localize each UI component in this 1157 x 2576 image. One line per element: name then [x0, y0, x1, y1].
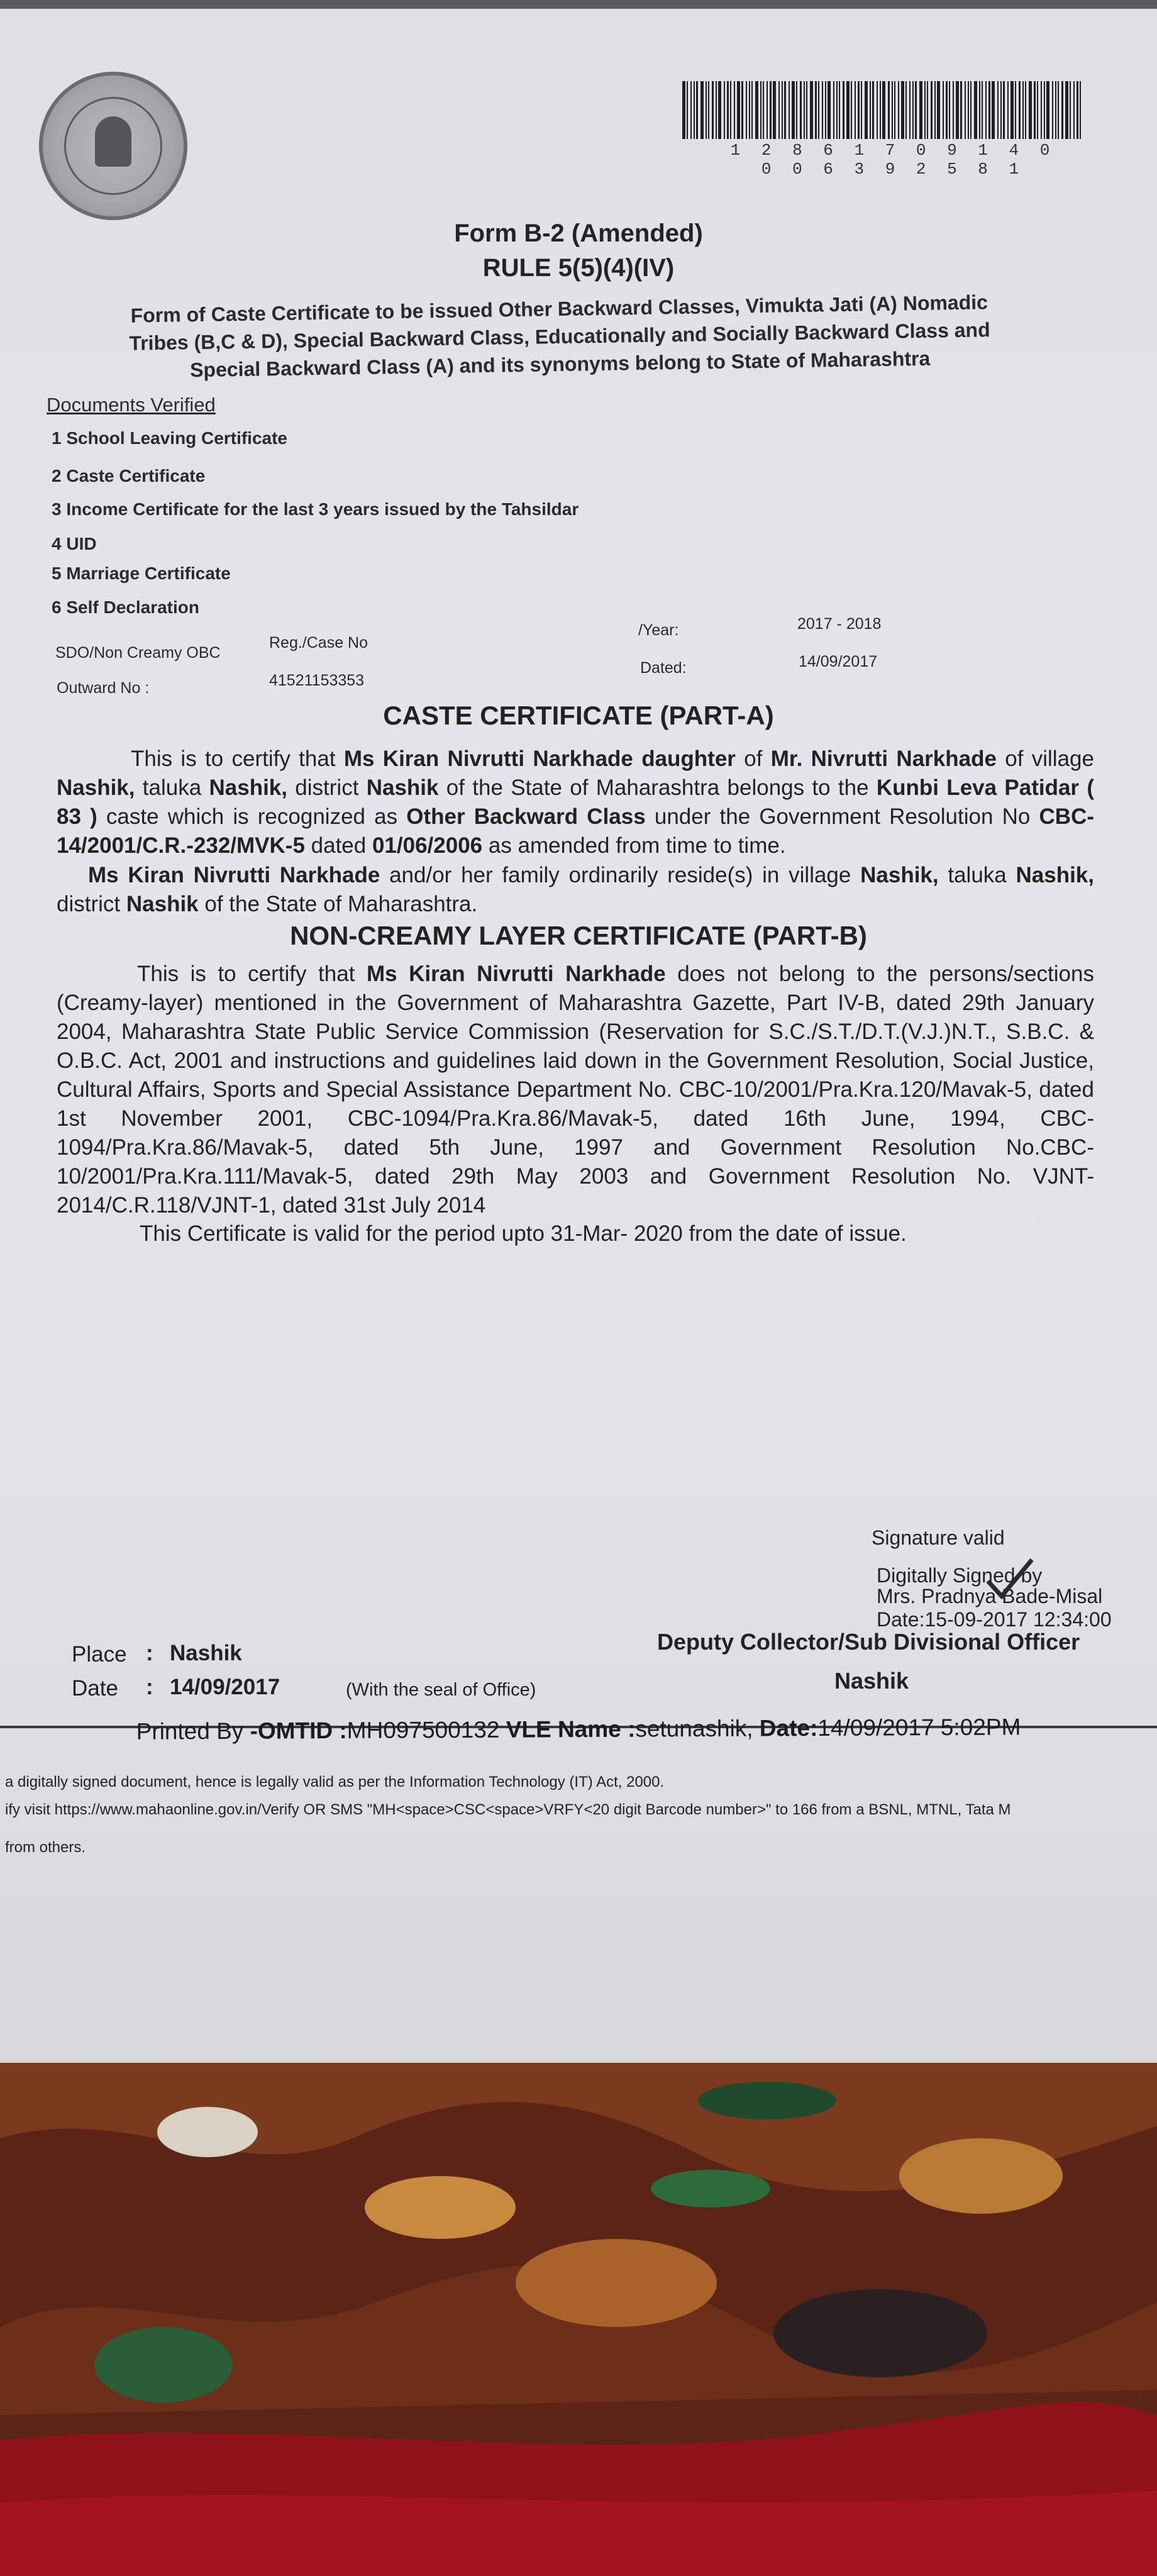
barcode-bar — [727, 81, 729, 139]
barcode-bar — [894, 81, 895, 139]
background-top-edge — [0, 0, 1157, 9]
barcode-bar — [687, 81, 688, 139]
barcode-bar — [741, 81, 743, 139]
signature-check-icon — [984, 1556, 1034, 1600]
signature-valid-text: Signature valid — [872, 1526, 1005, 1549]
barcode-bar — [970, 81, 972, 139]
barcode-bar — [751, 81, 753, 139]
reg-case-label: Reg./Case No — [269, 634, 368, 652]
printed-by-line: Printed By -OMTID :MH097500132 VLE Name :setunashik, Date:14/09/2017 5:02PM — [136, 1714, 1021, 1745]
barcode-bar — [804, 81, 805, 139]
barcode-bar — [778, 81, 780, 139]
footer-verify-line: ify visit https://www.mahaonline.gov.in/Verify OR SMS "MH<space>CSC<space>VRFY<20 digit Barcode number>" to 166 from a BSNL, MTNL, Tata M — [5, 1801, 1011, 1818]
barcode-bar — [1070, 81, 1071, 139]
barcode-bar — [770, 81, 772, 139]
barcode-bar — [843, 81, 844, 139]
barcode-bar — [992, 81, 995, 139]
barcode-bar — [1007, 81, 1009, 139]
barcode-bar — [1019, 81, 1021, 139]
barcode-bar — [734, 81, 735, 139]
barcode-bar — [888, 81, 890, 139]
barcode — [682, 81, 1085, 150]
barcode-bar — [912, 81, 914, 139]
barcode-bar — [1061, 81, 1063, 139]
barcode-bar — [877, 81, 878, 139]
barcode-bar — [712, 81, 714, 139]
dated-value: 14/09/2017 — [799, 653, 878, 670]
barcode-bar — [846, 81, 850, 139]
sdo-label: SDO/Non Creamy OBC — [55, 644, 221, 662]
barcode-bar — [924, 81, 926, 139]
barcode-bar — [872, 81, 874, 139]
officer-designation: Deputy Collector/Sub Divisional Officer — [657, 1629, 1080, 1655]
certificate-page — [0, 9, 1157, 2103]
barcode-bar — [690, 81, 692, 139]
part-b-paragraph: This is to certify that Ms Kiran Nivrutti Narkhade does not belong to the persons/sections (Creamy-layer) mentioned in the Government of Maharashtra Gazette, Part IV-B, dated 29th January 2004, Maharashtra State Public Service Commission (Reservation for S.C./S.T./D.T.(V.J.)N.T., S.B.C. & O.B.C. Act, 2001 and instructions and guidelines laid down in the Government Resolution, Social Justice, Cultural Affairs, Sports and Special Assistance Department No. CBC-10/2001/Pra.Kra.120/Mavak-5, dated 1st November 2001, CBC-1094/Pra.Kra.86/Mavak-5, dated 16th June, 1994, CBC-1094/Pra.Kra.86/Mavak-5, dated 5th June, 1997 and Government Resolution No.CBC- 10/2001/Pra.Kra.111/Mavak-5, dated 29th May 2003 and Government Resolution No. VJNT-2014/C.R.118/VJNT-1, dated 31st July 2014 — [57, 962, 1094, 1218]
footer-others-line: from others. — [5, 1839, 86, 1856]
dated-label: Dated: — [640, 659, 687, 677]
barcode-bar — [755, 81, 758, 139]
barcode-bar — [718, 81, 721, 139]
barcode-bar — [706, 81, 707, 139]
barcode-bar — [865, 81, 868, 139]
outward-label: Outward No : — [57, 679, 150, 697]
signer-name: Mrs. Pradnya Bade-Misal — [877, 1585, 1103, 1607]
place-value: Nashik — [170, 1641, 242, 1665]
barcode-bar — [818, 81, 819, 139]
barcode-bar — [968, 81, 969, 139]
barcode-number: 1 2 8 6 1 7 0 9 1 4 0 0 0 6 3 9 2 5 8 1 — [730, 141, 1056, 179]
document-item: 4 UID — [52, 534, 97, 553]
barcode-bar — [1025, 81, 1026, 139]
date-colon: : — [146, 1675, 153, 1699]
part-a-paragraph: This is to certify that Ms Kiran Nivrutti Narkhade daughter of Mr. Nivrutti Narkhade of village Nashik, taluka Nashik, district Nashik of the State of Maharashtra belongs to the Kunbi Leva Patidar ( 83 ) caste which is recognized as Other Backward Class under the Government Resolution No CBC-14/2001/C.R.-232/MVK-5 dated 01/06/2006 as amended from time to time. — [57, 747, 1094, 858]
form-heading-line: Form of Caste Certificate to be issued Other Backward Classes, Vimukta Jati (A) Nomadic — [130, 291, 988, 327]
barcode-bar — [682, 81, 685, 139]
part-a-title: CASTE CERTIFICATE (PART-A) — [383, 701, 774, 730]
seal-note: (With the seal of Office) — [346, 1680, 536, 1700]
government-seal — [39, 72, 187, 220]
officer-office: Nashik — [834, 1668, 909, 1694]
barcode-bar — [960, 81, 962, 139]
barcode-bar — [749, 81, 750, 139]
barcode-bar — [905, 81, 907, 139]
barcode-bar — [1015, 81, 1016, 139]
barcode-bar — [828, 81, 831, 139]
validity-text: This Certificate is valid for the period upto 31-Mar- 2020 from the date of issue. — [140, 1221, 907, 1246]
year-value: 2017 - 2018 — [797, 615, 882, 633]
part-a-residence-paragraph: Ms Kiran Nivrutti Narkhade and/or her family ordinarily reside(s) in village Nashik, taluka Nashik, district Nashik of the State of Maharashtra. — [57, 863, 1094, 916]
barcode-bar — [909, 81, 911, 139]
barcode-bar — [937, 81, 940, 139]
barcode-bar — [1065, 81, 1068, 139]
barcode-bar — [931, 81, 933, 139]
document-item: 2 Caste Certificate — [52, 466, 206, 486]
barcode-bar — [700, 81, 704, 139]
barcode-bar — [915, 81, 917, 139]
barcode-bar — [1037, 81, 1038, 139]
barcode-bar — [949, 81, 950, 139]
date-value: 14/09/2017 — [170, 1675, 280, 1699]
barcode-bar — [870, 81, 871, 139]
barcode-bar — [880, 81, 881, 139]
barcode-bar — [767, 81, 768, 139]
document-item: 3 Income Certificate for the last 3 years issued by the Tahsildar — [52, 499, 579, 519]
barcode-bar — [965, 81, 966, 139]
barcode-bar — [836, 81, 838, 139]
barcode-bar — [737, 81, 740, 139]
barcode-bar — [800, 81, 802, 139]
barcode-bar — [997, 81, 999, 139]
barcode-bar — [730, 81, 731, 139]
barcode-bar — [1080, 81, 1081, 139]
barcode-bar — [815, 81, 817, 139]
barcode-bar — [833, 81, 834, 139]
place-label: Place — [72, 1642, 127, 1667]
form-heading-line: Tribes (B,C & D), Special Backward Class, Educationally and Socially Backward Class and — [129, 318, 990, 355]
barcode-bar — [746, 81, 747, 139]
barcode-bar — [1073, 81, 1075, 139]
barcode-bar — [1003, 81, 1005, 139]
barcode-bar — [882, 81, 885, 139]
barcode-bar — [763, 81, 764, 139]
barcode-bar — [858, 81, 860, 139]
barcode-bar — [792, 81, 795, 139]
barcode-bar — [1052, 81, 1053, 139]
year-label: /Year: — [638, 621, 679, 639]
footer-legal-line: a digitally signed document, hence is legally valid as per the Information Technology (IT) Act, 2000. — [5, 1774, 665, 1790]
barcode-bar — [946, 81, 948, 139]
barcode-bar — [901, 81, 904, 139]
place-colon: : — [146, 1641, 153, 1665]
barcode-bar — [851, 81, 852, 139]
barcode-bar — [825, 81, 826, 139]
barcode-bar — [1010, 81, 1014, 139]
form-heading — [69, 287, 1051, 386]
barcode-bar — [1022, 81, 1024, 139]
barcode-bar — [708, 81, 709, 139]
barcode-bar — [796, 81, 797, 139]
document-item: 1 School Leaving Certificate — [52, 428, 287, 448]
barcode-bar — [898, 81, 899, 139]
barcode-bar — [1034, 81, 1036, 139]
barcode-bar — [1044, 81, 1045, 139]
part-b-title: NON-CREAMY LAYER CERTIFICATE (PART-B) — [290, 921, 867, 950]
form-rule: RULE 5(5)(4)(IV) — [482, 254, 675, 282]
barcode-bar — [982, 81, 983, 139]
barcode-bar — [985, 81, 987, 139]
barcode-bar — [724, 81, 725, 139]
barcode-bar — [1041, 81, 1042, 139]
barcode-bar — [1029, 81, 1032, 139]
barcode-bar — [974, 81, 977, 139]
seal-emblem-icon — [64, 97, 162, 195]
barcode-bar — [934, 81, 936, 139]
digitally-signed-text: Digitally Signed by — [877, 1564, 1043, 1587]
barcode-bar — [784, 81, 786, 139]
document-item: 5 Marriage Certificate — [52, 564, 231, 583]
barcode-bar — [696, 81, 698, 139]
barcode-bar — [892, 81, 893, 139]
barcode-bar — [782, 81, 783, 139]
barcode-bar — [979, 81, 980, 139]
document-item: 6 Self Declaration — [52, 597, 199, 617]
barcode-bar — [760, 81, 761, 139]
form-title: Form B-2 (Amended) — [454, 219, 703, 247]
barcode-bar — [927, 81, 928, 139]
barcode-bar — [953, 81, 954, 139]
reg-case-value: 41521153353 — [269, 672, 365, 689]
barcode-bar — [1000, 81, 1002, 139]
barcode-bar — [789, 81, 790, 139]
form-heading-line: Special Backward Class (A) and its synonyms belong to State of Maharashtra — [189, 347, 931, 382]
barcode-bar — [956, 81, 959, 139]
barcode-bar — [839, 81, 840, 139]
documents-verified-label: Documents Verified — [47, 394, 216, 416]
barcode-bar — [1058, 81, 1059, 139]
barcode-bar — [943, 81, 944, 139]
patterned-fabric-background — [0, 2063, 1157, 2576]
barcode-bar — [810, 81, 813, 139]
barcode-bar — [1077, 81, 1078, 139]
barcode-bar — [806, 81, 807, 139]
barcode-bar — [988, 81, 990, 139]
barcode-bar — [773, 81, 776, 139]
barcode-bar — [716, 81, 717, 139]
barcode-bar — [822, 81, 823, 139]
date-label: Date — [72, 1676, 118, 1701]
barcode-bar — [855, 81, 856, 139]
barcode-bar — [861, 81, 862, 139]
barcode-bar — [919, 81, 922, 139]
barcode-bar — [694, 81, 695, 139]
barcode-bar — [1046, 81, 1049, 139]
barcode-bar — [1055, 81, 1056, 139]
signature-date: Date:15-09-2017 12:34:00 — [877, 1608, 1112, 1631]
